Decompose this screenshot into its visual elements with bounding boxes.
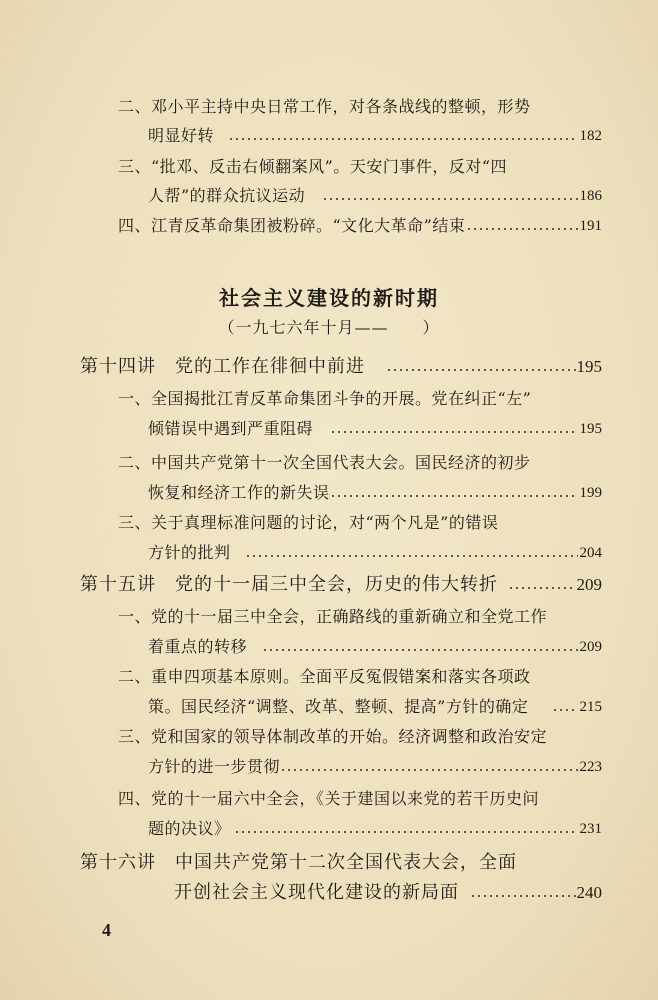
toc-entry-text: 着重点的转移	[148, 637, 248, 656]
toc-page-number: 195	[576, 357, 602, 376]
toc-page-number: 209	[576, 575, 602, 594]
leader-dots	[470, 895, 576, 897]
toc-entry-line	[0, 722, 658, 752]
toc-entry-text: 人帮”的群众抗议运动	[148, 186, 306, 205]
toc-entry-text: 一、全国揭批江青反革命集团斗争的开展。党在纠正“左”	[118, 389, 532, 408]
toc-entry-text: 二、邓小平主持中央日常工作，对各条战线的整顿，形势	[118, 97, 531, 116]
section-title: 社会主义建设的新时期	[219, 286, 439, 310]
lecture-heading	[0, 878, 658, 908]
leader-dots	[245, 555, 578, 557]
toc-entry-line	[0, 662, 658, 692]
toc-entry-line	[0, 784, 658, 814]
leader-dots	[262, 649, 578, 651]
toc-entry-line	[0, 92, 658, 122]
leader-dots	[508, 587, 576, 589]
leader-dots	[234, 831, 578, 833]
lecture-title: 第十六讲 中国共产党第十二次全国代表大会，全面	[80, 852, 517, 873]
toc-entry-text: 二、重申四项基本原则。全面平反冤假错案和落实各项政	[118, 667, 531, 686]
leader-dots	[466, 228, 578, 230]
toc-entry-text: 方针的进一步贯彻	[148, 757, 281, 776]
toc-page-number: 209	[579, 639, 602, 655]
leader-dots	[280, 769, 578, 771]
lecture-heading	[0, 570, 658, 600]
toc-page-number: 195	[579, 421, 602, 437]
leader-dots	[330, 431, 578, 433]
toc-page-number: 199	[579, 485, 602, 501]
toc-entry-line	[0, 538, 658, 568]
toc-entry-text: 明显好转	[148, 126, 215, 145]
toc-entry-line	[0, 814, 658, 844]
section-subtitle: （一九七六年十月—— ）	[218, 318, 440, 337]
toc-entry-text: 题的决议》	[148, 819, 231, 838]
toc-entry-text: 策。国民经济“调整、改革、整顿、提高”方针的确定	[148, 697, 529, 716]
toc-entry-line	[0, 414, 658, 444]
toc-entry-text: 四、江青反革命集团被粉碎。“文化大革命”结束	[118, 216, 466, 235]
toc-entry-text: 三、关于真理标准问题的讨论，对“两个凡是”的错误	[118, 513, 499, 532]
toc-entry-line	[0, 478, 658, 508]
toc-entry-line	[0, 692, 658, 722]
toc-page-number: 186	[579, 188, 602, 204]
lecture-title: 第十四讲 党的工作在徘徊中前进	[80, 356, 365, 377]
toc-entry-text: 四、党的十一届六中全会，《关于建国以来党的若干历史问	[118, 789, 540, 808]
toc-page-number: 240	[576, 883, 602, 902]
leader-dots	[386, 369, 576, 371]
toc-entry-line	[0, 384, 658, 414]
toc-page-number: 223	[579, 759, 602, 775]
leader-dots	[228, 138, 578, 140]
toc-page-number: 231	[579, 821, 602, 837]
toc-entry-text: 三、党和国家的领导体制改革的开始。经济调整和政治安定	[118, 727, 548, 746]
toc-entry-line	[0, 508, 658, 538]
toc-entry-text: 二、中国共产党第十一次全国代表大会。国民经济的初步	[118, 453, 531, 472]
toc-page-number: 215	[579, 699, 602, 715]
toc-page-number: 182	[579, 128, 602, 144]
toc-entry-line	[0, 121, 658, 151]
toc-entry-line	[0, 448, 658, 478]
toc-entry-text: 恢复和经济工作的新失误	[148, 483, 330, 502]
leader-dots	[330, 495, 578, 497]
lecture-heading	[0, 352, 658, 382]
page-number: 4	[102, 920, 111, 940]
toc-entry-text: 方针的批判	[148, 543, 231, 562]
leader-dots	[552, 709, 578, 711]
toc-entry-line	[0, 211, 658, 241]
leader-dots	[322, 198, 578, 200]
toc-page-number: 191	[579, 218, 602, 234]
toc-entry-line	[0, 752, 658, 782]
toc-entry-line	[0, 632, 658, 662]
toc-entry-text: 一、党的十一届三中全会，正确路线的重新确立和全党工作	[118, 607, 548, 626]
lecture-title: 第十五讲 党的十一届三中全会，历史的伟大转折	[80, 574, 498, 595]
lecture-title: 开创社会主义现代化建设的新局面	[174, 882, 459, 903]
toc-entry-text: 倾错误中遇到严重阻碍	[148, 419, 314, 438]
toc-page-number: 204	[579, 545, 602, 561]
toc-entry-line	[0, 181, 658, 211]
toc-entry-text: 三、“批邓、反击右倾翻案风”。天安门事件，反对“四	[118, 157, 508, 176]
toc-entry-line	[0, 602, 658, 632]
lecture-heading	[0, 848, 658, 878]
toc-entry-line	[0, 152, 658, 182]
